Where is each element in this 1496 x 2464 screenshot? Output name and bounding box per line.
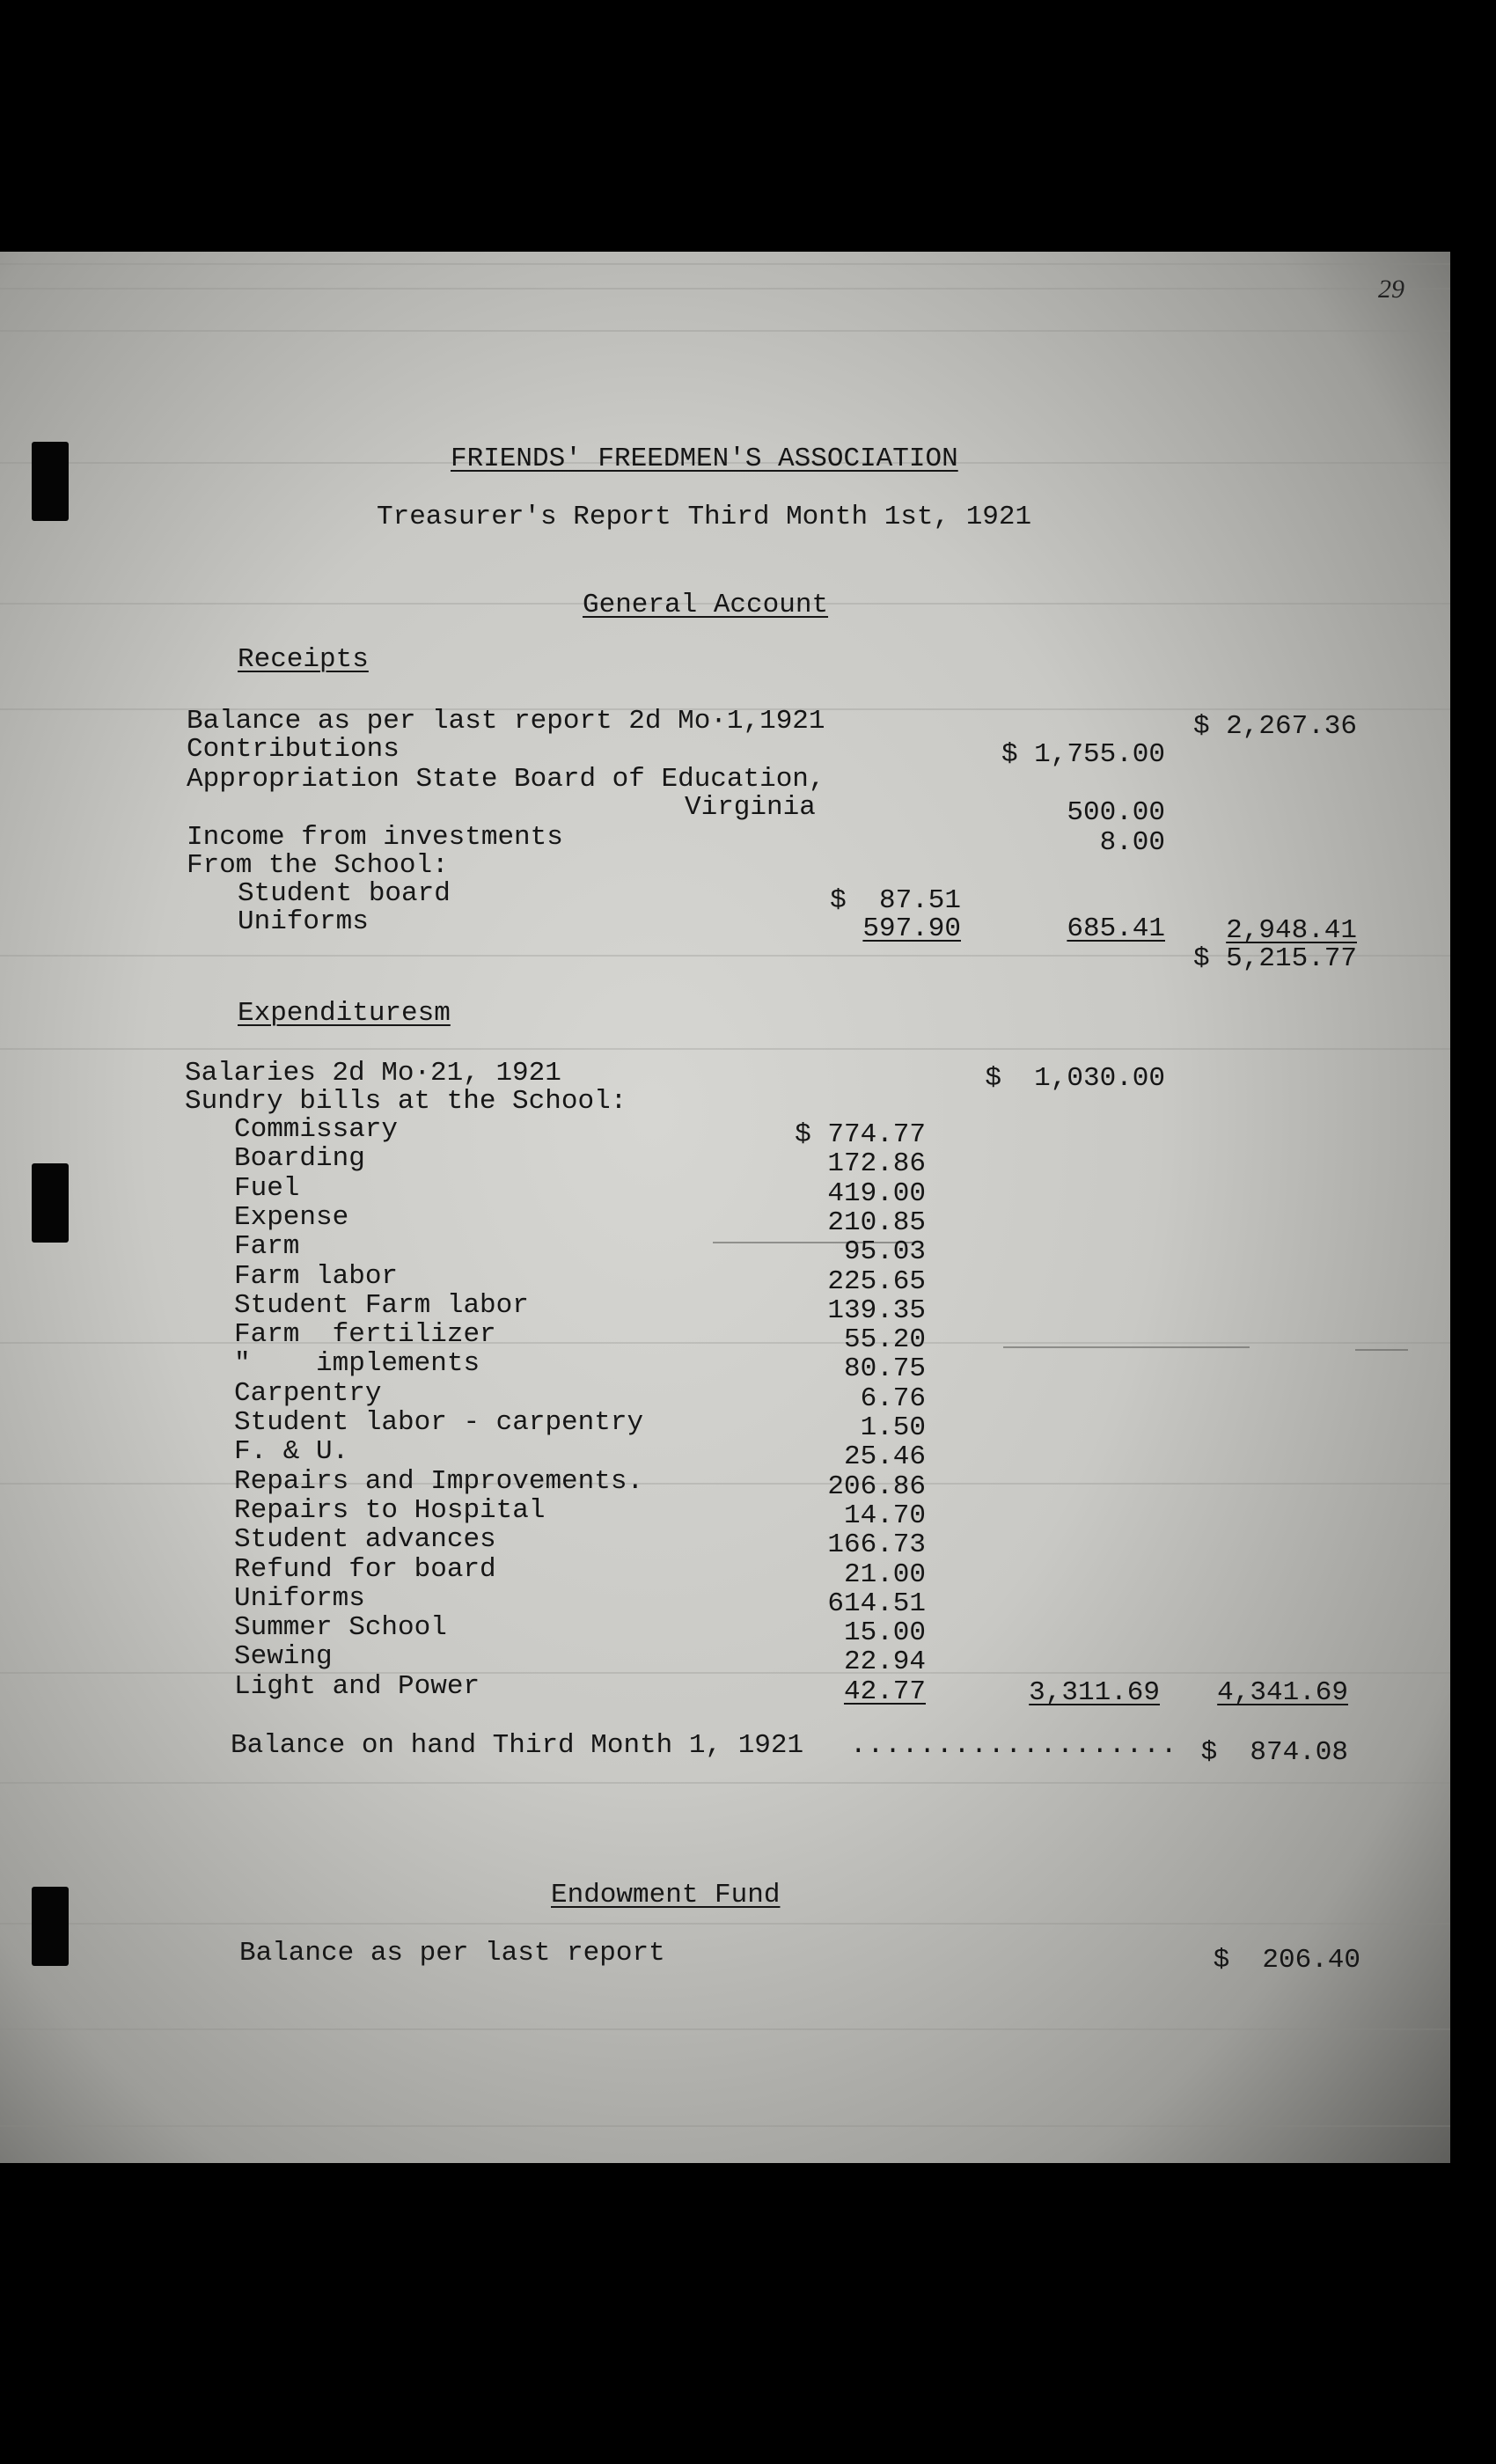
- document-subtitle: Treasurer's Report Third Month 1st, 1921: [377, 502, 1032, 532]
- receipt-grand-total: $ 5,215.77: [1192, 943, 1357, 974]
- expenditure-item-amount: 1.50: [860, 1412, 926, 1443]
- expenditure-item-label: " implements: [234, 1348, 480, 1379]
- expenditure-item-amount: 80.75: [843, 1353, 926, 1384]
- expenditure-item-label: Repairs to Hospital: [234, 1495, 546, 1526]
- receipt-investments-label: Income from investments: [187, 822, 563, 853]
- expenditure-item-label: Student labor - carpentry: [234, 1407, 644, 1438]
- expenditure-item-amount: 15.00: [843, 1617, 926, 1648]
- endowment-fund-heading: Endowment Fund: [551, 1880, 781, 1910]
- expenditure-item-label: Farm: [234, 1231, 300, 1262]
- expenditure-item-label: Sewing: [234, 1641, 333, 1672]
- expenditure-item-amount: 172.86: [827, 1148, 926, 1179]
- endowment-balance-amount: $ 206.40: [1213, 1945, 1360, 1976]
- expenditure-item-label: Carpentry: [234, 1378, 382, 1409]
- receipt-contributions-label: Contributions: [187, 734, 400, 765]
- expenditure-item-amount: 225.65: [827, 1266, 926, 1297]
- expenditure-item-amount: 139.35: [827, 1295, 926, 1326]
- binder-hole-top: [32, 442, 69, 521]
- endowment-balance-label: Balance as per last report: [239, 1938, 665, 1969]
- expenditure-sundry-label: Sundry bills at the School:: [185, 1086, 627, 1117]
- expenditure-item-label: Uniforms: [234, 1583, 365, 1614]
- expenditure-item-amount: 419.00: [827, 1178, 926, 1209]
- receipt-appropriation-label: Appropriation State Board of Education,: [187, 764, 825, 795]
- receipt-student-board-amount: $ 87.51: [830, 885, 961, 916]
- expenditure-item-amount: 95.03: [843, 1236, 926, 1267]
- expenditure-salaries-label: Salaries 2d Mo·21, 1921: [185, 1058, 561, 1089]
- expenditure-item-label: Student Farm labor: [234, 1290, 529, 1321]
- receipts-heading: Receipts: [238, 644, 369, 675]
- expenditure-item-label: Fuel: [234, 1173, 300, 1204]
- expenditure-item-label: Commissary: [234, 1114, 399, 1145]
- expenditure-item-label: Light and Power: [234, 1671, 480, 1702]
- expenditure-sundry-subtotal: 3,311.69: [1029, 1677, 1160, 1708]
- receipt-school-subtotal: 685.41: [1067, 913, 1165, 944]
- receipt-contributions-amount: $ 1,755.00: [1001, 739, 1165, 770]
- document-page: [0, 252, 1450, 2163]
- expenditure-item-amount: 42.77: [843, 1676, 926, 1707]
- receipt-uniforms-label: Uniforms: [238, 906, 369, 937]
- expenditure-item-amount: 25.46: [843, 1441, 926, 1472]
- expenditure-item-amount: $ 774.77: [795, 1119, 926, 1150]
- receipt-total: 2,948.41: [1226, 915, 1357, 946]
- expenditure-item-label: F. & U.: [234, 1436, 349, 1467]
- expenditure-item-label: Student advances: [234, 1524, 496, 1555]
- receipt-investments-amount: 8.00: [1099, 827, 1165, 858]
- balance-on-hand-amount: $ 874.08: [1200, 1737, 1348, 1768]
- expenditure-salaries-amount: $ 1,030.00: [985, 1063, 1165, 1094]
- expenditure-item-label: Summer School: [234, 1612, 447, 1643]
- expenditure-item-label: Boarding: [234, 1143, 365, 1174]
- expenditure-item-amount: 206.86: [827, 1471, 926, 1502]
- expenditure-item-amount: 6.76: [860, 1383, 926, 1414]
- ruled-lines: [0, 252, 1450, 2163]
- expenditure-item-amount: 14.70: [843, 1500, 926, 1531]
- expenditures-heading: Expendituresm: [238, 998, 451, 1029]
- receipt-school-label: From the School:: [187, 850, 449, 881]
- expenditure-item-amount: 210.85: [827, 1207, 926, 1238]
- expenditure-item-label: Expense: [234, 1202, 349, 1233]
- expenditure-item-label: Farm fertilizer: [234, 1319, 496, 1350]
- receipt-appropriation-amount: 500.00: [1067, 797, 1165, 828]
- receipt-appropriation-label-line2: Virginia: [685, 792, 816, 823]
- page-number: 29: [1378, 275, 1404, 304]
- expenditure-item-label: Refund for board: [234, 1554, 496, 1585]
- expenditure-total: 4,341.69: [1217, 1677, 1348, 1708]
- balance-on-hand-label: Balance on hand Third Month 1, 1921: [231, 1730, 804, 1761]
- expenditure-item-amount: 614.51: [827, 1588, 926, 1619]
- receipt-uniforms-amount: 597.90: [862, 913, 961, 944]
- document-title: FRIENDS' FREEDMEN'S ASSOCIATION: [451, 444, 958, 474]
- expenditure-item-amount: 22.94: [843, 1646, 926, 1677]
- expenditure-item-amount: 21.00: [843, 1559, 926, 1590]
- receipt-student-board-label: Student board: [238, 878, 451, 909]
- expenditure-item-label: Farm labor: [234, 1261, 399, 1292]
- binder-hole-middle: [32, 1163, 69, 1243]
- receipt-balance-total: $ 2,267.36: [1192, 711, 1357, 742]
- expenditure-item-label: Repairs and Improvements.: [234, 1466, 644, 1497]
- expenditure-item-amount: 166.73: [827, 1529, 926, 1560]
- binder-hole-bottom: [32, 1887, 69, 1966]
- receipt-balance-label: Balance as per last report 2d Mo·1,1921: [187, 706, 825, 737]
- expenditure-item-amount: 55.20: [843, 1324, 926, 1355]
- balance-on-hand-leader: ...................: [850, 1730, 1178, 1761]
- general-account-heading: General Account: [583, 590, 829, 620]
